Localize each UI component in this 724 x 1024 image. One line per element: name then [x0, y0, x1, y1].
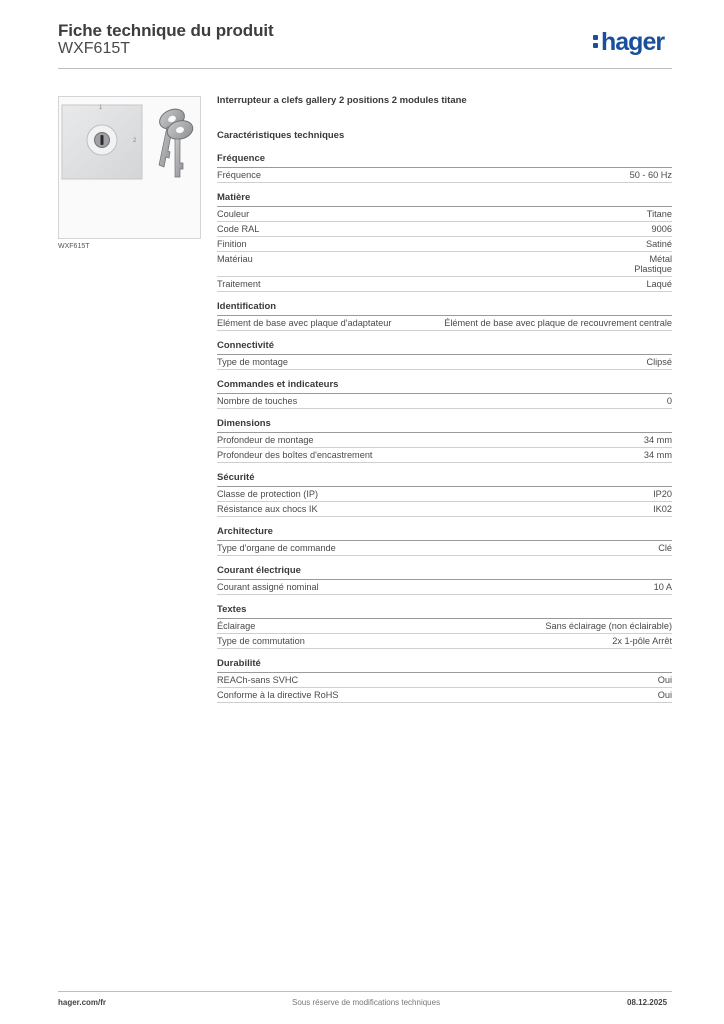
footer-disclaimer: Sous réserve de modifications techniques: [292, 998, 441, 1007]
spec-row: [217, 580, 672, 595]
section-title: Commandes et indicateurs: [217, 379, 672, 394]
spec-label: Traitement: [217, 279, 261, 289]
spec-section: [217, 418, 672, 463]
spec-row: [217, 688, 672, 703]
section-title: Matière: [217, 192, 672, 207]
spec-value: [658, 543, 672, 553]
spec-row: [217, 448, 672, 463]
key-switch-illustration: [59, 97, 200, 238]
logo-text: hager: [601, 28, 665, 56]
section-title: Sécurité: [217, 472, 672, 487]
spec-value: [630, 170, 672, 180]
section-title: Architecture: [217, 526, 672, 541]
spec-value: [646, 357, 672, 367]
spec-label: Résistance aux chocs IK: [217, 504, 318, 514]
section-title: Identification: [217, 301, 672, 316]
spec-value: [653, 489, 672, 499]
spec-row: [217, 168, 672, 183]
spec-value: [634, 254, 672, 274]
spec-section: [217, 192, 672, 292]
footer-date: 08.12.2025: [627, 998, 668, 1007]
spec-label: Profondeur de montage: [217, 435, 314, 445]
spec-row: [217, 222, 672, 237]
section-title: Dimensions: [217, 418, 672, 433]
spec-value: [612, 636, 672, 646]
spec-value: [647, 209, 672, 219]
spec-section: [217, 340, 672, 370]
spec-value-line: 10 A: [653, 582, 672, 592]
spec-label: Elément de base avec plaque d'adaptateur: [217, 318, 392, 328]
spec-row: [217, 277, 672, 292]
spec-value-line: 34 mm: [643, 435, 672, 445]
spec-value-line: 34 mm: [643, 450, 672, 460]
spec-value-line: IK02: [653, 504, 672, 514]
spec-row: [217, 207, 672, 222]
position-label-1: 1: [99, 105, 103, 111]
section-title: Fréquence: [217, 153, 672, 168]
spec-row: [217, 619, 672, 634]
spec-label: Finition: [217, 239, 247, 249]
spec-label: Conforme à la directive RoHS: [217, 690, 339, 700]
spec-value-line: Oui: [657, 690, 672, 700]
image-caption: WXF615T: [58, 243, 90, 250]
spec-row: [217, 394, 672, 409]
spec-row: [217, 316, 672, 331]
spec-value-line: Titane: [646, 209, 672, 219]
spec-value-line: 0: [666, 396, 672, 406]
spec-section: [217, 604, 672, 649]
spec-label: Nombre de touches: [217, 396, 298, 406]
spec-label: Type d'organe de commande: [217, 543, 336, 553]
spec-label: Type de commutation: [217, 636, 305, 646]
spec-value: [646, 279, 672, 289]
spec-value-line: Plastique: [634, 264, 672, 274]
spec-row: [217, 252, 672, 277]
spec-value: [652, 224, 672, 234]
spec-row: [217, 634, 672, 649]
spec-value-line: Oui: [657, 675, 672, 685]
spec-section: [217, 379, 672, 409]
product-reference: WXF615T: [58, 40, 131, 57]
spec-label: Couleur: [217, 209, 250, 219]
spec-section: [217, 153, 672, 183]
spec-value-line: 9006: [651, 224, 672, 234]
spec-row: [217, 355, 672, 370]
spec-label: Classe de protection (IP): [217, 489, 319, 499]
spec-value: [444, 318, 672, 328]
spec-row: [217, 433, 672, 448]
spec-row: [217, 673, 672, 688]
spec-label: Fréquence: [217, 170, 261, 180]
spec-section: [217, 472, 672, 517]
spec-label: Profondeur des boîtes d'encastrement: [217, 450, 373, 460]
spec-section: [217, 301, 672, 331]
spec-label: Matériau: [217, 254, 253, 264]
spec-label: REACh-sans SVHC: [217, 675, 299, 685]
spec-label: Type de montage: [217, 357, 288, 367]
spec-value: [644, 435, 672, 445]
footer-website-link[interactable]: hager.com/fr: [58, 998, 107, 1007]
section-title: Durabilité: [217, 658, 672, 673]
spec-value-line: Satiné: [645, 239, 672, 249]
spec-row: [217, 487, 672, 502]
spec-value: [658, 690, 672, 700]
hager-logo: [593, 28, 664, 57]
section-title: Textes: [217, 604, 672, 619]
spec-value: [653, 504, 672, 514]
spec-value-line: Métal: [649, 254, 672, 264]
spec-value: [545, 621, 672, 631]
spec-value-line: 2x 1-pôle Arrêt: [612, 636, 672, 646]
product-name: Interrupteur a clefs gallery 2 positions 2 modules titane: [217, 95, 467, 106]
spec-value-line: Clé: [658, 543, 672, 553]
spec-value-line: 50 - 60 Hz: [629, 170, 672, 180]
spec-value-line: Laqué: [646, 279, 672, 289]
spec-value: [654, 582, 672, 592]
header-divider: [58, 68, 672, 69]
page-title: Fiche technique du produit: [58, 21, 274, 40]
section-title: Courant électrique: [217, 565, 672, 580]
spec-value-line: Sans éclairage (non éclairable): [545, 621, 672, 631]
spec-value-line: Clipsé: [646, 357, 672, 367]
spec-label: Courant assigné nominal: [217, 582, 319, 592]
keys-icon: [156, 105, 194, 177]
spec-row: [217, 541, 672, 556]
position-label-2: 2: [133, 138, 137, 144]
spec-value-line: Élément de base avec plaque de recouvrement centrale: [444, 318, 672, 328]
keyhole-icon: [101, 135, 104, 145]
section-title: Connectivité: [217, 340, 672, 355]
spec-section: [217, 658, 672, 703]
spec-label: Éclairage: [217, 621, 256, 631]
spec-sections: [217, 153, 672, 703]
spec-value: [646, 239, 672, 249]
logo-dots-icon: [593, 30, 600, 50]
spec-value-line: IP20: [653, 489, 672, 499]
spec-section: [217, 565, 672, 595]
spec-row: [217, 502, 672, 517]
spec-content: [217, 95, 672, 703]
characteristics-heading: Caractéristiques techniques: [217, 130, 345, 141]
spec-row: [217, 237, 672, 252]
spec-value: [644, 450, 672, 460]
spec-section: [217, 526, 672, 556]
spec-value: [658, 675, 672, 685]
footer-divider: [58, 991, 672, 992]
product-image: [58, 96, 201, 239]
spec-value: [667, 396, 672, 406]
spec-label: Code RAL: [217, 224, 260, 234]
